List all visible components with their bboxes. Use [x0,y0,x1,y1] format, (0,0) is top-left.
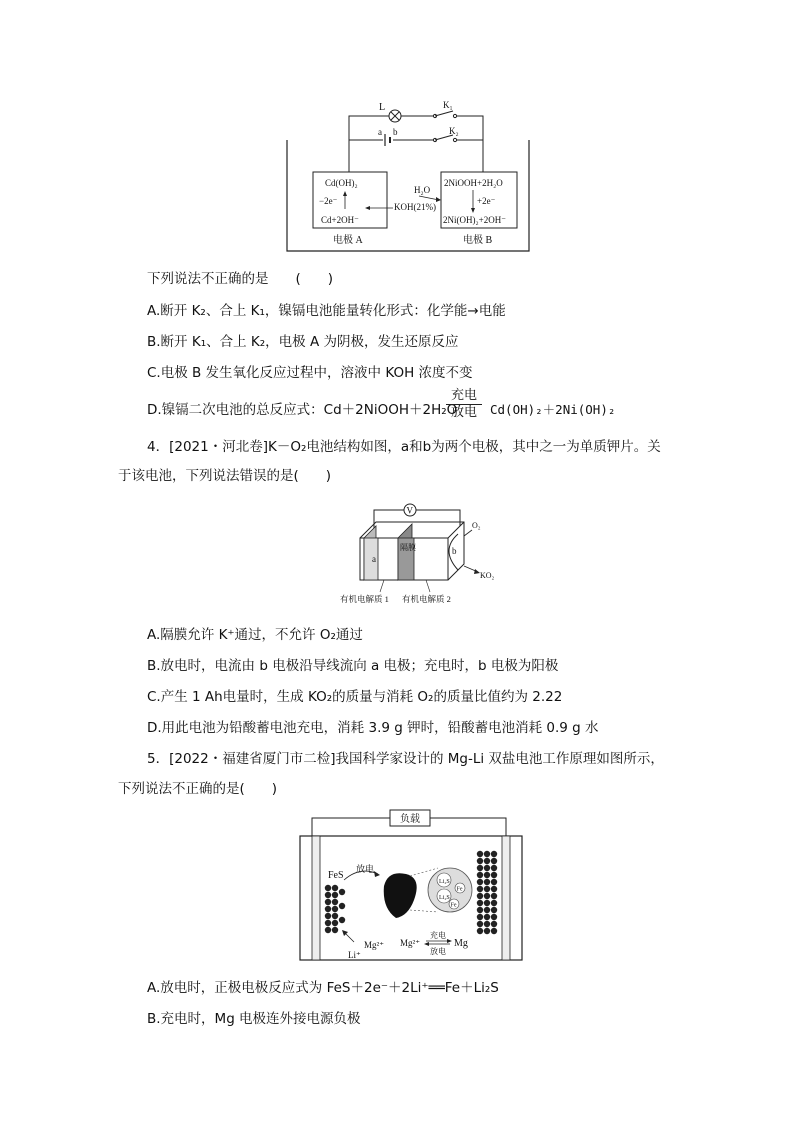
voltmeter-label: V [406,505,413,516]
q5-option-a: A.放电时，正极电极反应式为 FeS＋2e⁻＋2Li⁺══Fe＋Li₂S [147,980,499,996]
q3-stem: 下列说法不正确的是 ( ) [147,271,334,287]
q5-option-b: B.充电时，Mg 电极连外接电源负极 [147,1011,361,1027]
li-ion-label: Li⁺ [348,950,361,960]
q3-option-d-right: Cd(OH)₂＋2Ni(OH)₂ [490,402,616,417]
discharge-label: 放电 [356,864,375,874]
box-a-bot: Cd+2OH⁻ [321,215,359,225]
electrode-a-label: a [372,554,376,564]
mg-ion-label-right: Mg²⁺ [400,938,420,948]
q4-stem-line2: 于该电池，下列说法错误的是( ) [118,468,332,484]
box-b-mid: +2e⁻ [477,196,496,206]
switch-k2-label: K₂ [449,126,459,136]
li2s-label-2: Li₂S [439,895,450,901]
q4-option-c: C.产生 1 Ah电量时，生成 KO₂的质量与消耗 O₂的质量比值约为 2.22 [147,689,563,705]
fes-label: FeS [328,870,344,881]
q3-option-a: A.断开 K₂、合上 K₁，镍镉电池能量转化形式：化学能→电能 [147,303,506,319]
load-label: 负载 [400,814,420,825]
electrolyte-1-label: 有机电解质 1 [340,594,389,604]
q5-stem-line1: 5．[2022・福建省厦门市二检]我国科学家设计的 Mg-Li 双盐电池工作原理如图所示， [147,751,664,767]
q4-option-b: B.放电时，电流由 b 电极沿导线流向 a 电极；充电时，b 电极为阳极 [147,658,559,674]
mgli-cell-diagram [298,808,524,964]
ko2-label: KO₂ [480,571,495,580]
mg-ion-label-left: Mg²⁺ [364,940,384,950]
electrode-b-label: b [452,546,457,556]
q4-stem-line1: 4．[2021・河北卷]K－O₂电池结构如图，a和b为两个电极，其中之一为单质钾片。关 [147,439,661,455]
box-b-top: 2NiOOH+2H₂O [444,178,503,188]
switch-k1-label: K₁ [443,100,453,110]
electrolyte-2-label: 有机电解质 2 [402,594,451,604]
charge-label: 充电 [430,931,446,940]
q4-option-d: D.用此电池为铅酸蓄电池充电，消耗 3.9 g 钾时，铅酸蓄电池消耗 0.9 g 水 [147,720,599,736]
battery-a-label: a [378,127,382,137]
battery-b-label: b [393,127,398,137]
mg-label: Mg [454,938,468,949]
koh-label: KOH(21%) [394,202,436,212]
q3-option-d-left: D.镍镉二次电池的总反应式：Cd＋2NiOOH＋2H₂O [147,402,458,418]
nicd-cell-diagram [283,96,533,256]
box-a-mid: −2e⁻ [319,196,338,206]
q3-charge-label: 充电 [450,388,477,403]
q3-option-b: B.断开 K₁、合上 K₂，电极 A 为阴极，发生还原反应 [147,334,459,350]
q3-discharge-label: 放电 [450,405,477,420]
box-b-bot: 2Ni(OH)₂+2OH⁻ [443,215,506,225]
electrode-b-label: 电极 B [463,235,493,246]
li2s-label-1: Li₂S [439,879,450,885]
lamp-label: L [379,102,386,113]
membrane-label: 隔膜 [400,543,416,552]
o2-label: O₂ [472,521,481,530]
ko2-cell-diagram [340,492,500,612]
wire-loop-1 [349,116,483,172]
q3-option-d-arrow [442,389,486,420]
q3-option-c: C.电极 B 发生氧化反应过程中，溶液中 KOH 浓度不变 [147,365,473,381]
discharge-label-2: 放电 [430,947,446,956]
electrode-a-label: 电极 A [333,235,363,246]
h2o-label: H₂O [414,185,431,195]
box-a-top: Cd(OH)₂ [325,178,358,188]
q5-stem-line2: 下列说法不正确的是( ) [118,781,278,797]
q4-option-a: A.隔膜允许 K⁺通过，不允许 O₂通过 [147,627,363,643]
fe-label-1: Fe [456,886,463,893]
fe-label-2: Fe [450,902,457,909]
